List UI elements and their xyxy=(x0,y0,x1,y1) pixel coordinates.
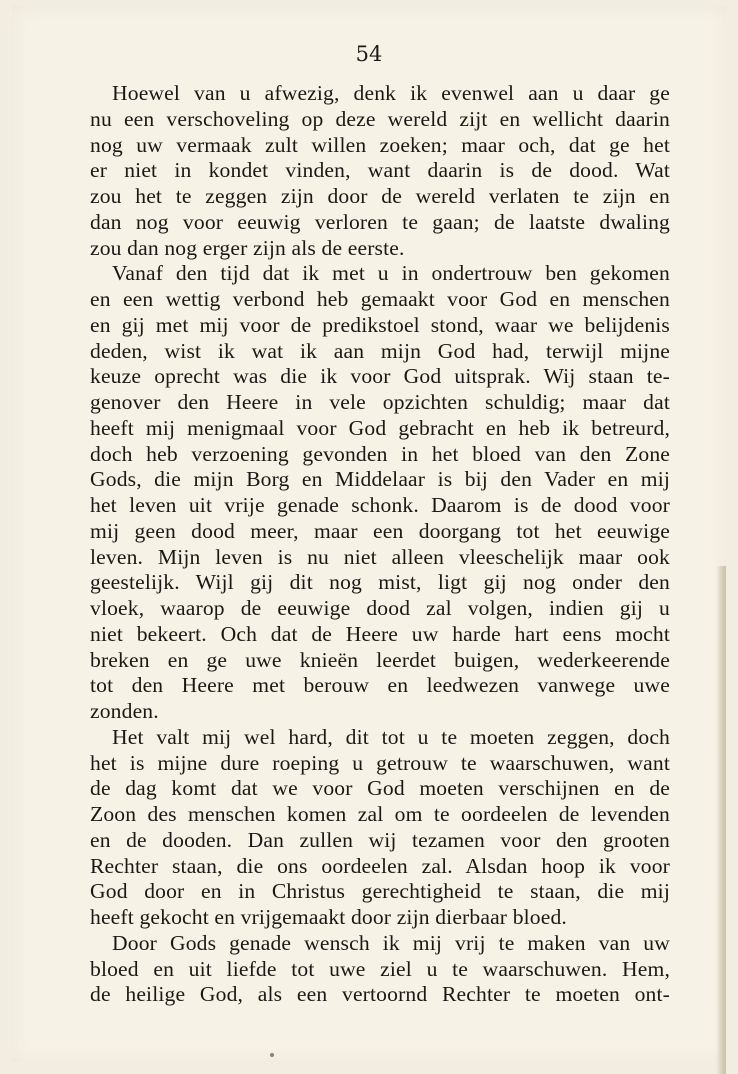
text-line: deden, wist ik wat ik aan mijn God had, terwijl mijne xyxy=(90,338,670,363)
text-line: bloed en uit liefde tot uwe ziel u te waarschuwen. Hem, xyxy=(90,956,670,981)
page-speck xyxy=(270,1053,274,1057)
text-line: Door Gods genade wensch ik mij vrij te maken van uw xyxy=(112,930,670,955)
text-line: Rechter staan, die ons oordeelen zal. Alsdan hoop ik voor xyxy=(90,853,670,878)
text-line: er niet in kondet vinden, want daarin is de dood. Wat xyxy=(90,158,670,183)
paragraph-4 xyxy=(90,931,670,1008)
text-line: heeft mij menigmaal voor God gebracht en heb ik betreurd, xyxy=(90,415,670,440)
text-line: doch heb verzoening gevonden in het bloed van den Zone xyxy=(90,441,670,466)
text-line: zou dan nog erger zijn als de eerste. xyxy=(90,235,405,260)
text-line: heeft gekocht en vrijgemaakt door zijn dierbaar bloed. xyxy=(90,905,567,929)
text-line: dan nog voor eeuwig verloren te gaan; de laatste dwaling xyxy=(90,209,670,234)
text-line: God door en in Christus gerechtigheid te staan, die mij xyxy=(90,879,670,904)
text-line: genover den Heere in vele opzichten schuldig; maar dat xyxy=(90,390,670,414)
text-line: vloek, waarop de eeuwige dood zal volgen, indien gij u xyxy=(90,596,670,620)
text-line: Vanaf den tijd dat ik met u in ondertrouw ben gekomen xyxy=(112,261,670,286)
text-line: en de dooden. Dan zullen wij tezamen voor den grooten xyxy=(90,827,670,852)
text-line: mij geen dood meer, maar een doorgang tot het eeuwige xyxy=(90,518,670,543)
text-line: breken en ge uwe knieën leerdet buigen, wederkeerende xyxy=(90,647,670,672)
text-line: Zoon des menschen komen zal om te oordeelen de levenden xyxy=(90,802,670,826)
text-line: de heilige God, als een vertoornd Rechter te moeten ont- xyxy=(90,982,670,1007)
text-line: Hoewel van u afwezig, denk ik evenwel aan u daar ge xyxy=(112,81,670,105)
text-line: tot den Heere met berouw en leedwezen vanwege uwe xyxy=(90,673,670,698)
text-line: Gods, die mijn Borg en Middelaar is bij den Vader en mij xyxy=(90,467,670,492)
text-line: en gij met mij voor de predikstoel stond, waar we belijdenis xyxy=(90,312,670,337)
text-line: zou het te zeggen zijn door de wereld verlaten te zijn en xyxy=(90,184,670,208)
text-line: nog uw vermaak zult willen zoeken; maar och, dat ge het xyxy=(90,132,670,157)
text-line: leven. Mijn leven is nu niet alleen vleeschelijk maar ook xyxy=(90,544,670,569)
page-number: 54 xyxy=(355,42,383,66)
paragraph-1 xyxy=(90,81,670,261)
book-page xyxy=(12,6,726,1062)
text-line: niet bekeert. Och dat de Heere uw harde hart eens mocht xyxy=(90,621,670,646)
text-line: keuze oprecht was die ik voor God uitsprak. Wij staan te- xyxy=(90,364,670,389)
text-line: zonden. xyxy=(90,699,159,723)
text-line: Het valt mij wel hard, dit tot u te moeten zeggen, doch xyxy=(112,724,670,749)
paragraph-2 xyxy=(90,261,670,725)
page-edge-shadow xyxy=(716,566,726,1074)
text-line: de dag komt dat we voor God moeten verschijnen en de xyxy=(90,776,670,801)
text-line: nu een verschoveling op deze wereld zijt en wellicht daarin xyxy=(90,106,670,131)
text-line: het is mijne dure roeping u getrouw te waarschuwen, want xyxy=(90,750,670,775)
paragraph-3 xyxy=(90,725,670,931)
text-line: geestelijk. Wijl gij dit nog mist, ligt gij nog onder den xyxy=(90,570,670,595)
body-text xyxy=(90,81,670,1008)
text-line: en een wettig verbond heb gemaakt voor God en menschen xyxy=(90,287,670,311)
text-line: het leven uit vrije genade schonk. Daarom is de dood voor xyxy=(90,493,670,517)
